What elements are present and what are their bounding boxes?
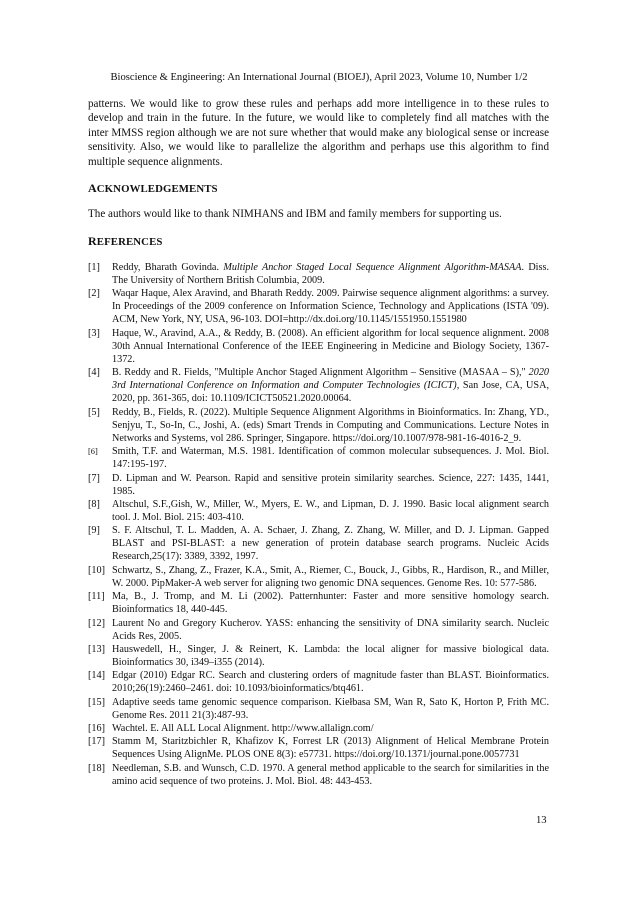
reference-text (112, 445, 549, 471)
reference-number: [1] (88, 262, 100, 273)
reference-text-main: Ma, B., J. Tromp, and M. Li (2002). Patternhunter: Faster and more sensitive homology search. Bioinformatics 18, 440-445. (112, 591, 549, 616)
reference-number: [6] (88, 447, 98, 457)
reference-item (88, 445, 549, 471)
reference-text-main: Stamm M, Staritzbichler R, Khafizov K, Forrest LR (2013) Alignment of Helical Membrane Protein Sequences Using AlignMe. PLOS ONE 8(3): e57731. https://doi.org/10.1371/journal.pone.0057731 (112, 736, 549, 761)
acknowledgements-heading (88, 181, 218, 196)
reference-text-main: Needleman, S.B. and Wunsch, C.D. 1970. A general method applicable to the search for similarities in the amino acid sequence of two proteins. J. Mol. Biol. 48: 443-453. (112, 762, 549, 787)
reference-number: [17] (88, 736, 105, 748)
reference-item (88, 669, 549, 695)
reference-item (88, 287, 549, 326)
reference-text-main: D. Lipman and W. Pearson. Rapid and sensitive protein similarity searches. Science, 227: 1435, 1441, 1985. (112, 472, 549, 497)
reference-text (112, 261, 549, 287)
heading-rest: CKNOWLEDGEMENTS (96, 183, 218, 195)
acknowledgements-paragraph: The authors would like to thank NIMHANS and IBM and family members for supporting us. (88, 208, 502, 220)
heading-initial: R (88, 234, 97, 248)
heading-rest: EFERENCES (96, 236, 163, 248)
references-heading (88, 234, 162, 249)
reference-text (112, 722, 549, 735)
reference-number: [2] (88, 288, 100, 300)
reference-number: [18] (88, 762, 105, 774)
reference-text-main: Reddy, B., Fields, R. (2022). Multiple Sequence Alignment Algorithms in Bioinformatics. In: Zhang, YD., Senjyu, T., So-In, C., Joshi, A. (eds) Smart Trends in Computing and Communications. Lecture Notes in Networks and Systems, vol 286. Springer, Singapore. https://doi.org/10.1007/978-981-16-4016-2_9. (112, 406, 549, 444)
reference-number: [9] (88, 525, 100, 537)
reference-text (112, 366, 549, 405)
reference-item (88, 564, 549, 590)
reference-text-main: Waqar Haque, Alex Aravind, and Bharath Reddy. 2009. Pairwise sequence alignment algorithms: a survey. In Proceedings of the 2009 conference on Information Science, Technology and Applications (ISTA '09). ACM, New York, NY, USA, 96-103. DOI=http://dx.doi.org/10.1145/1551950.1551980 (112, 288, 549, 326)
reference-item (88, 617, 549, 643)
reference-text-main: S. F. Altschul, T. L. Madden, A. A. Schaer, J. Zhang, Z. Zhang, W. Miller, and D. J. Lipman. Gapped BLAST and PSI-BLAST: a new generation of protein database search programs. Nucleic Acids Research,25(17): 3389, 3392, 1997. (112, 525, 549, 563)
reference-text (112, 524, 549, 563)
reference-item (88, 327, 549, 366)
reference-text (112, 564, 549, 590)
reference-text (112, 498, 549, 524)
reference-italic-title: Multiple Anchor Staged Local Sequence Alignment Algorithm-MASAA (223, 262, 522, 273)
reference-number: [8] (88, 498, 100, 510)
reference-text (112, 590, 549, 616)
reference-item (88, 590, 549, 616)
reference-item (88, 406, 549, 445)
reference-text-main: Wachtel. E. All ALL Local Alignment. http://www.allalign.com/ (112, 723, 374, 735)
reference-item (88, 696, 549, 722)
reference-item (88, 524, 549, 563)
reference-text (112, 762, 549, 788)
reference-item (88, 762, 549, 788)
reference-text (112, 735, 549, 761)
reference-item (88, 366, 549, 405)
reference-number: [7] (88, 472, 100, 484)
references-list (88, 261, 549, 788)
reference-text-main: Altschul, S.F.,Gish, W., Miller, W., Myers, E. W., and Lipman, D. J. 1990. Basic local alignment search tool. J. Mol. Biol. 215: 403-410. (112, 498, 549, 523)
reference-text (112, 327, 549, 366)
reference-number: [11] (88, 591, 105, 603)
reference-text-main: B. Reddy and R. Fields, "Multiple Anchor Staged Alignment Algorithm – Sensitive (MASAA – S)," (112, 367, 529, 379)
heading-initial: A (88, 181, 97, 195)
reference-item (88, 498, 549, 524)
reference-text-main: Adaptive seeds tame genomic sequence comparison. Kiełbasa SM, Wan R, Sato K, Horton P, Frith MC. Genome Res. 2011 21(3):487-93. (112, 696, 549, 721)
reference-number: [4] (88, 367, 100, 379)
reference-text-main: Edgar (2010) Edgar RC. Search and clustering orders of magnitude faster than BLAST. Bioinformatics. 2010;26(19):2460–2461. doi: 10.1093/bioinformatics/btq461. (112, 670, 549, 695)
reference-text-main: Reddy, Bharath Govinda. (112, 262, 224, 273)
reference-text (112, 472, 549, 498)
reference-text-main: Haque, W., Aravind, A.A., & Reddy, B. (2008). An efficient algorithm for local sequence alignment. 2008 30th Annual International Conference of the IEEE Engineering in Medicine and Biology Society, 1367-1372. (112, 327, 549, 365)
reference-text-main: Schwartz, S., Zhang, Z., Frazer, K.A., Smit, A., Riemer, C., Bouck, J., Gibbs, R., Hardison, R., and Miller, W. 2000. PipMaker-A web server for aligning two genomic DNA sequences. Genome Res. 10: 577-586. (112, 564, 549, 589)
reference-number: [14] (88, 670, 105, 682)
reference-item (88, 643, 549, 669)
reference-text (112, 696, 549, 722)
reference-text (112, 669, 549, 695)
reference-item (88, 472, 549, 498)
reference-item (88, 722, 549, 735)
reference-text-tail: . Diss. The University of Northern British Columbia, 2009. (112, 262, 549, 287)
running-header: Bioscience & Engineering: An International Journal (BIOEJ), April 2023, Volume 10, Number 1/2 (110, 72, 528, 83)
reference-number: [3] (88, 327, 100, 339)
reference-text (112, 287, 549, 326)
reference-text-tail: , San Jose, CA, USA, 2020, pp. 361-365, doi: 10.1109/ICICT50521.2020.00064. (112, 380, 549, 405)
reference-number: [16] (88, 723, 105, 735)
reference-number: [5] (88, 406, 100, 418)
reference-text-main: Smith, T.F. and Waterman, M.S. 1981. Identification of common molecular subsequences. J. Mol. Biol. 147:195-197. (112, 446, 549, 471)
reference-italic-title: 2020 3rd International Conference on Information and Computer Technologies (ICICT) (112, 367, 549, 392)
reference-text (112, 643, 549, 669)
reference-number: [13] (88, 643, 105, 655)
reference-number: [10] (88, 564, 105, 576)
reference-text-main: Laurent No and Gregory Kucherov. YASS: enhancing the sensitivity of DNA similarity search. Nucleic Acids Res, 2005. (112, 617, 549, 642)
reference-item (88, 735, 549, 761)
page-number: 13 (536, 815, 547, 826)
reference-item (88, 261, 549, 287)
conclusion-continuation-paragraph: patterns. We would like to grow these rules and perhaps add more intelligence in to these rules to develop and train in the future. In the future, we would like to completely find all matches with the inter MMSS region although we are not sure whether that would make any biological sense or increase sensitivity. Also, we would like to parallelize the algorithm and perhaps use this algorithm to find multiple sequence alignments. (88, 98, 549, 168)
reference-number: [12] (88, 617, 105, 629)
reference-text (112, 617, 549, 643)
reference-text (112, 406, 549, 445)
reference-text-main: Hauswedell, H., Singer, J. & Reinert, K. Lambda: the local aligner for massive biological data. Bioinformatics 30, i349–i355 (2014). (112, 643, 549, 668)
reference-number: [15] (88, 696, 105, 708)
